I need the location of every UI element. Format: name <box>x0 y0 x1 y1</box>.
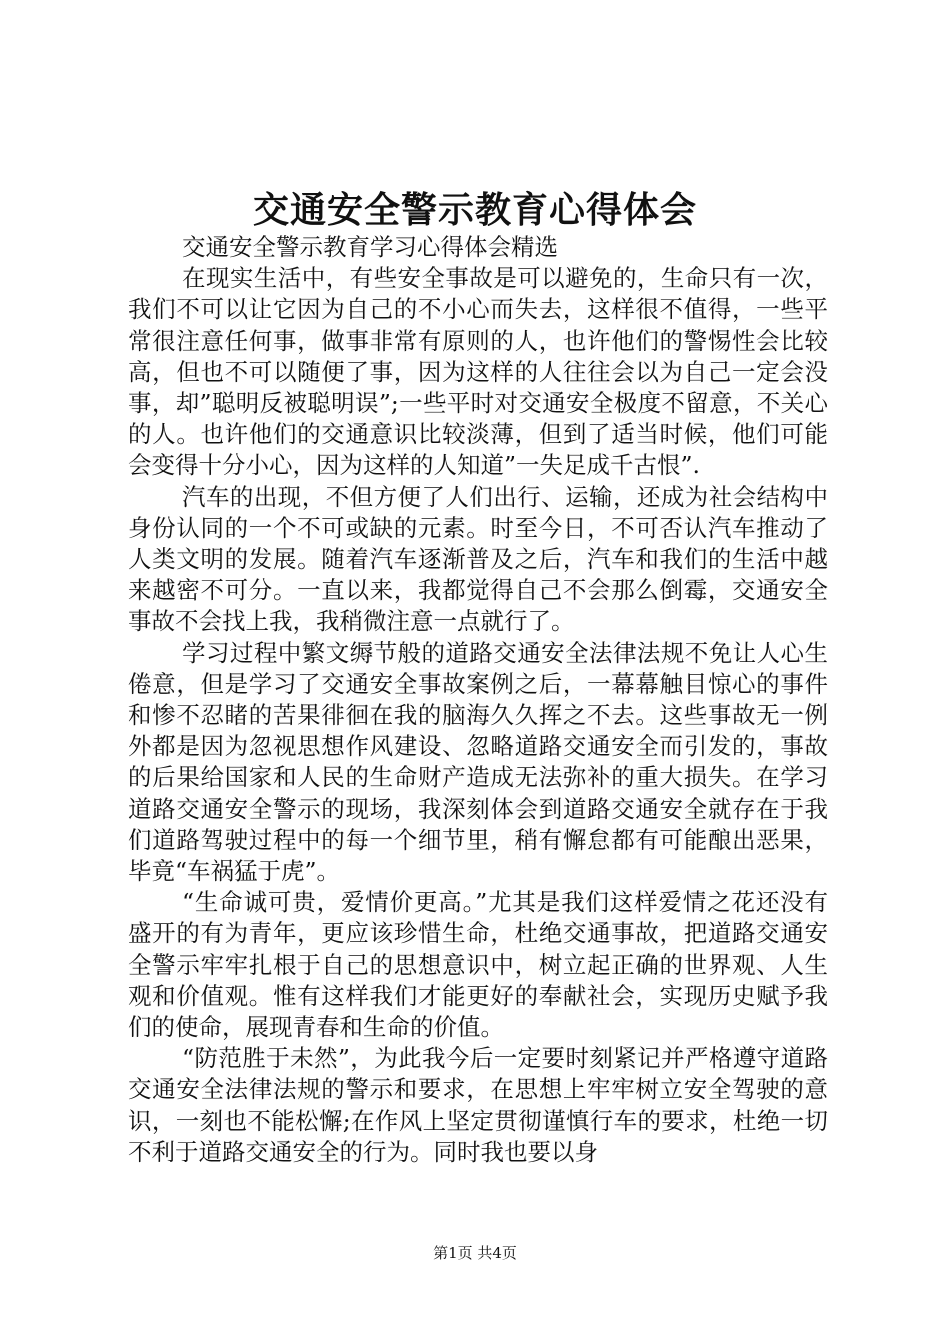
paragraph: 学习过程中繁文缛节般的道路交通安全法律法规不免让人心生倦意，但是学习了交通安全事故案例之后，一幕幕触目惊心的事件和惨不忍睹的苦果徘徊在我的脑海久久挥之不去。这些事故无一例外都是因为忽视思想作风建设、忽略道路交通安全而引发的，事故的后果给国家和人民的生命财产造成无法弥补的重大损失。在学习道路交通安全警示的现场，我深刻体会到道路交通安全就存在于我们道路驾驶过程中的每一个细节里，稍有懈怠都有可能酿出恶果，毕竟“车祸猛于虎”。 <box>128 638 828 886</box>
document-title: 交通安全警示教育心得体会 <box>252 189 697 231</box>
paragraph: “生命诚可贵，爱情价更高。”尤其是我们这样爱情之花还没有盛开的有为青年，更应该珍惜生命，杜绝交通事故，把道路交通安全警示牢牢扎根于自己的思想意识中，树立起正确的世界观、人生观和价值观。惟有这样我们才能更好的奉献社会，实现历史赋予我们的使命，展现青春和生命的价值。 <box>128 888 828 1042</box>
page-number-footer: 第1页 共4页 <box>433 1244 517 1262</box>
paragraph: 在现实生活中，有些安全事故是可以避免的，生命只有一次，我们不可以让它因为自己的不小心而失去，这样很不值得，一些平常很注意任何事，做事非常有原则的人，也许他们的警惕性会比较高，但也不可以随便了事，因为这样的人往往会以为自己一定会没事，却”聪明反被聪明误”;一些平时对交通安全极度不留意，不关心的人。也许他们的交通意识比较淡薄，但到了适当时候，他们可能会变得十分小心，因为这样的人知道”一失足成千古恨”. <box>128 264 828 480</box>
paragraph-subtitle: 交通安全警示教育学习心得体会精选 <box>182 233 559 261</box>
document-body <box>128 232 828 1168</box>
paragraph: “防范胜于未然”，为此我今后一定要时刻紧记并严格遵守道路交通安全法律法规的警示和要求，在思想上牢牢树立安全驾驶的意识，一刻也不能松懈;在作风上坚定贯彻谨慎行车的要求，杜绝一切不利于道路交通安全的行为。同时我也要以身 <box>128 1044 828 1166</box>
paragraph: 汽车的出现，不但方便了人们出行、运输，还成为社会结构中身份认同的一个不可或缺的元素。时至今日，不可否认汽车推动了人类文明的发展。随着汽车逐渐普及之后，汽车和我们的生活中越来越密不可分。一直以来，我都觉得自己不会那么倒霉，交通安全事故不会找上我，我稍微注意一点就行了。 <box>128 482 828 636</box>
